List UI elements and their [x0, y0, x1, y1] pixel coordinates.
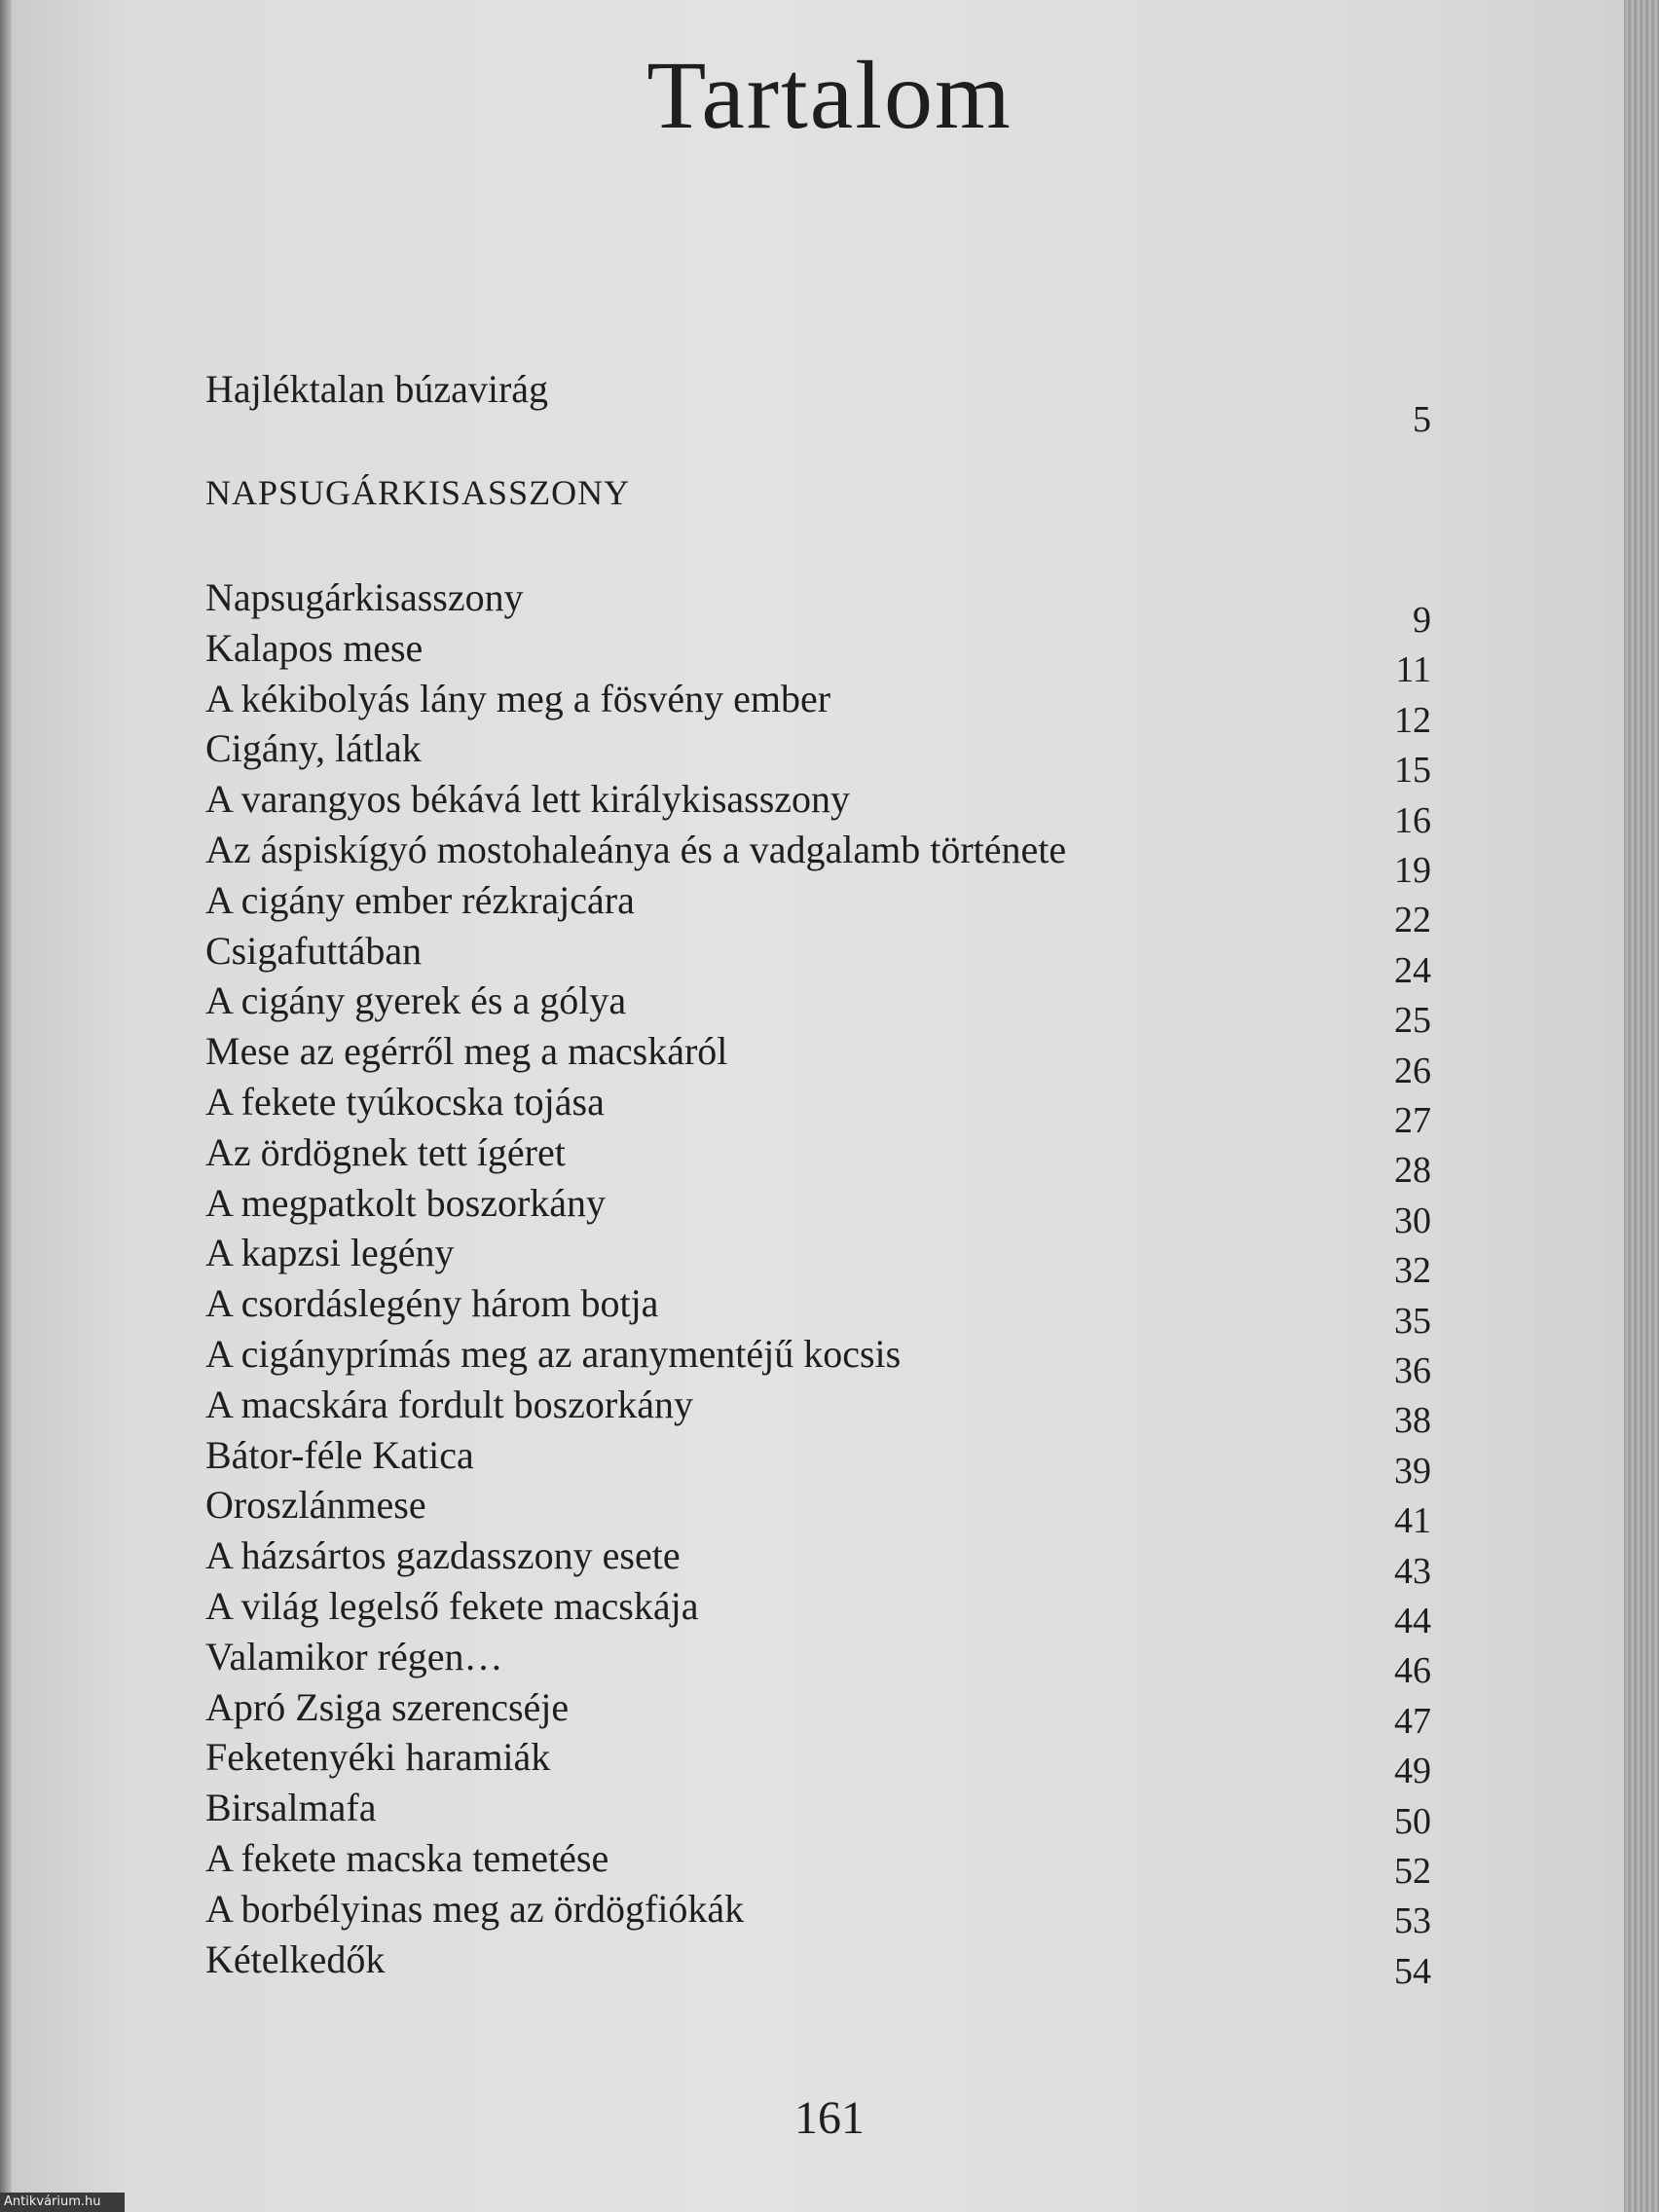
toc-entry-title: A varangyos békává lett királykisasszony	[205, 777, 851, 821]
toc-entry-title: Valamikor régen…	[205, 1635, 503, 1678]
toc-entry-title: A csordáslegény három botja	[205, 1281, 659, 1325]
toc-entry-page: 49	[1394, 1751, 1431, 1791]
page-title: Tartalom	[646, 41, 1013, 149]
toc-entry-page: 54	[1394, 1951, 1431, 1992]
page-stack-edge	[1624, 0, 1659, 2212]
toc-entry-page: 35	[1394, 1301, 1431, 1342]
watermark: Antikvárium.hu	[0, 2193, 125, 2212]
toc-entry-title: A cigány gyerek és a gólya	[205, 978, 627, 1022]
toc-entry-title: A világ legelső fekete macskája	[205, 1584, 699, 1628]
toc-entry-page: 41	[1394, 1500, 1431, 1541]
toc-entry-page: 28	[1394, 1150, 1431, 1191]
toc-entry-page: 38	[1394, 1400, 1431, 1441]
toc-entry-title: A borbélyinas meg az ördögfiókák	[205, 1887, 745, 1931]
toc-entry-page: 27	[1394, 1100, 1431, 1141]
toc-entry-page: 30	[1394, 1200, 1431, 1241]
toc-entry-title: A kékibolyás lány meg a fösvény ember	[205, 677, 831, 720]
toc-entry-page: 11	[1395, 649, 1431, 690]
toc-entry-page: 5	[1413, 399, 1431, 440]
toc-entry-title: Az ördögnek tett ígéret	[205, 1130, 566, 1174]
toc-entry-title: Kételkedők	[205, 1937, 386, 1981]
toc-entry-title: Mese az egérről meg a macskáról	[205, 1029, 728, 1073]
toc-entry-page: 52	[1394, 1851, 1431, 1892]
toc-entry-page: 32	[1394, 1250, 1431, 1291]
toc-entry-title: A cigányprímás meg az aranymentéjű kocsis	[205, 1332, 902, 1376]
toc-entry-page: 50	[1394, 1801, 1431, 1842]
toc-entry-page: 39	[1394, 1451, 1431, 1492]
toc-entry-title: Apró Zsiga szerencséje	[205, 1685, 570, 1729]
page-number: 161	[794, 2092, 865, 2144]
toc-entry-title: Oroszlánmese	[205, 1483, 426, 1527]
toc-entry-page: 9	[1413, 600, 1431, 641]
toc-entry-title: A fekete macska temetése	[205, 1836, 609, 1880]
toc-entry-page: 19	[1394, 850, 1431, 891]
toc-entry-page: 26	[1394, 1051, 1431, 1091]
toc-entry-title: Hajléktalan búzavirág	[205, 367, 549, 411]
toc-entry-title: Csigafuttában	[205, 929, 423, 973]
toc-entry-title: A kapzsi legény	[205, 1231, 455, 1274]
toc-entry-title: Az áspiskígyó mostohaleánya és a vadgalamb története	[205, 828, 1067, 871]
toc-entry-page: 46	[1394, 1650, 1431, 1691]
toc-entry-page: 43	[1394, 1551, 1431, 1592]
toc-entry-title: Cigány, látlak	[205, 726, 422, 770]
section-heading: NAPSUGÁRKISASSZONY	[205, 473, 631, 512]
toc-entry-title: Napsugárkisasszony	[205, 575, 524, 619]
toc-entry-title: Bátor-féle Katica	[205, 1433, 474, 1477]
toc-entry-title: Birsalmafa	[205, 1786, 377, 1829]
toc-entry-title: A cigány ember rézkrajcára	[205, 878, 635, 922]
toc-entry-title: Feketenyéki haramiák	[205, 1735, 551, 1779]
toc-entry-page: 15	[1394, 750, 1431, 791]
toc-entry-page: 24	[1394, 950, 1431, 991]
toc-entry-title: A házsártos gazdasszony esete	[205, 1533, 681, 1577]
toc-entry-page: 12	[1394, 700, 1431, 741]
toc-entry-title: A fekete tyúkocska tojása	[205, 1080, 605, 1124]
toc-entry-page: 53	[1394, 1900, 1431, 1941]
toc-entry-title: A megpatkolt boszorkány	[205, 1181, 607, 1225]
toc-entry-page: 47	[1394, 1701, 1431, 1742]
toc-entry-title: A macskára fordult boszorkány	[205, 1382, 693, 1426]
toc-entry-page: 22	[1394, 900, 1431, 940]
page-gutter-shadow	[0, 0, 12, 2212]
toc-entry-page: 44	[1394, 1601, 1431, 1641]
toc-entry-page: 25	[1394, 1000, 1431, 1041]
toc-entry-title: Kalapos mese	[205, 626, 424, 670]
toc-entry-page: 16	[1394, 800, 1431, 841]
toc-entry-page: 36	[1394, 1350, 1431, 1391]
